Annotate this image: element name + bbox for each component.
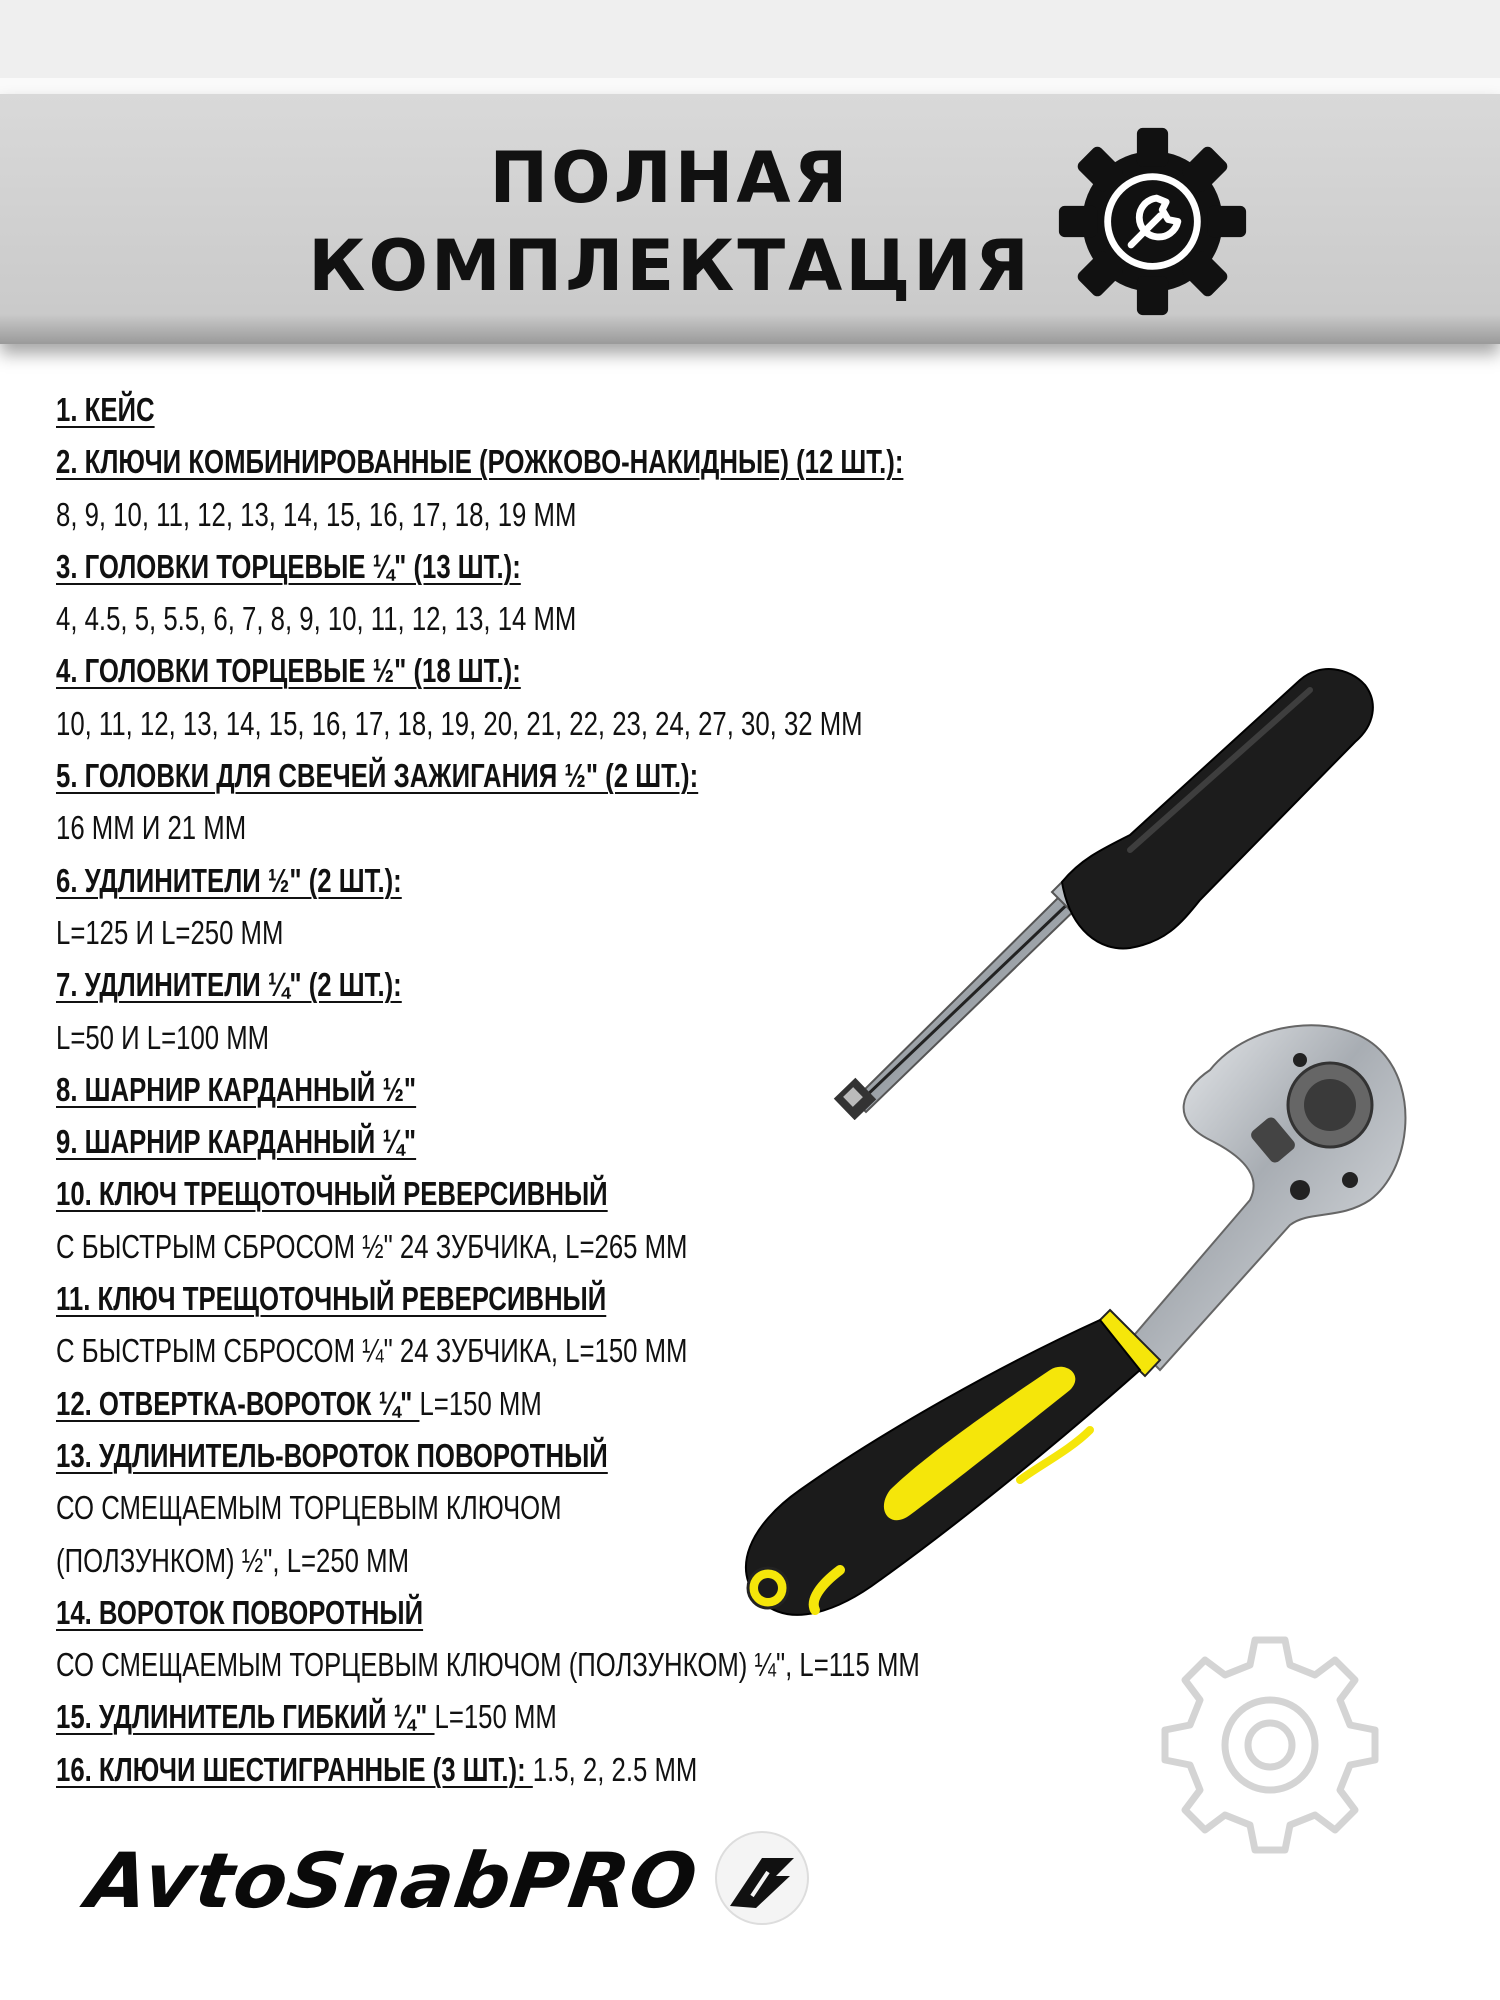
spec-line — [56, 1221, 758, 1273]
spec-line — [56, 907, 758, 959]
page-title-line-1: ПОЛНАЯ — [489, 137, 851, 219]
spec-line — [56, 645, 758, 697]
spec-line — [56, 593, 758, 645]
spec-line — [56, 855, 758, 907]
spec-item-detail: СО СМЕЩАЕМЫМ ТОРЦЕВЫМ КЛЮЧОМ (ПОЛЗУНКОМ) ¼", L=115 ММ — [56, 1646, 920, 1684]
spec-line — [56, 1273, 758, 1325]
spec-item-detail: L=125 И L=250 ММ — [56, 913, 284, 951]
spec-item-detail: С БЫСТРЫМ СБРОСОМ ¼" 24 ЗУБЧИКА, L=150 ММ — [56, 1332, 688, 1370]
spec-line — [56, 698, 863, 750]
spec-line — [56, 1430, 758, 1482]
top-divider — [0, 78, 1500, 94]
spec-line — [56, 802, 758, 854]
spec-item-heading: 13. УДЛИНИТЕЛЬ-ВОРОТОК ПОВОРОТНЫЙ — [56, 1436, 608, 1474]
spec-item-heading: 1. КЕЙС — [56, 391, 155, 428]
spec-line — [56, 1378, 758, 1430]
spec-line — [56, 436, 904, 488]
spec-line — [56, 384, 758, 436]
spec-line — [56, 1587, 758, 1639]
spec-item-heading: 7. УДЛИНИТЕЛИ ¼" (2 ШТ.): — [56, 966, 402, 1004]
spec-item-heading: 5. ГОЛОВКИ ДЛЯ СВЕЧЕЙ ЗАЖИГАНИЯ ½" (2 ШТ.): — [56, 757, 699, 795]
spec-item-detail: 4, 4.5, 5, 5.5, 6, 7, 8, 9, 10, 11, 12, 13, 14 ММ — [56, 600, 577, 638]
top-strip — [0, 0, 1500, 78]
spec-line — [56, 489, 758, 541]
brand-logo: AvtoSnabPRO — [81, 1836, 704, 1925]
spec-item-heading: 15. УДЛИНИТЕЛЬ ГИБКИЙ ¼" — [56, 1698, 435, 1736]
spec-line — [56, 1482, 758, 1534]
spec-item-detail: 10, 11, 12, 13, 14, 15, 16, 17, 18, 19, 20, 21, 22, 23, 24, 27, 30, 32 ММ — [56, 704, 863, 742]
header-band — [0, 94, 1500, 344]
gear-outline-icon — [1150, 1620, 1390, 1860]
spec-line — [56, 541, 758, 593]
gear-wrench-icon — [1055, 124, 1250, 319]
spec-line — [56, 1168, 758, 1220]
spec-item-detail: L=50 И L=100 ММ — [56, 1018, 270, 1056]
spec-item-heading: 3. ГОЛОВКИ ТОРЦЕВЫЕ ¼" (13 ШТ.): — [56, 547, 521, 585]
spec-item-heading: 10. КЛЮЧ ТРЕЩОТОЧНЫЙ РЕВЕРСИВНЫЙ — [56, 1175, 608, 1213]
road-emblem-icon — [712, 1828, 812, 1928]
spec-item-heading: 14. ВОРОТОК ПОВОРОТНЫЙ — [56, 1593, 424, 1631]
spec-item-detail: СО СМЕЩАЕМЫМ ТОРЦЕВЫМ КЛЮЧОМ — [56, 1489, 562, 1527]
spec-item-detail: С БЫСТРЫМ СБРОСОМ ½" 24 ЗУБЧИКА, L=265 ММ — [56, 1227, 688, 1265]
spec-item-detail: L=150 ММ — [434, 1698, 557, 1736]
spec-line — [56, 1691, 758, 1743]
spec-item-heading: 4. ГОЛОВКИ ТОРЦЕВЫЕ ½" (18 ШТ.): — [56, 652, 521, 690]
spec-item-heading: 12. ОТВЕРТКА-ВОРОТОК ¼" — [56, 1384, 420, 1422]
spec-line — [56, 1744, 758, 1796]
spec-line — [56, 1535, 758, 1587]
spec-line — [56, 959, 758, 1011]
spec-item-detail: 1.5, 2, 2.5 ММ — [532, 1750, 698, 1788]
spec-line — [56, 1639, 920, 1691]
spec-item-heading: 2. КЛЮЧИ КОМБИНИРОВАННЫЕ (РОЖКОВО-НАКИДНЫЕ) (12 ШТ.): — [56, 443, 904, 481]
spec-item-heading: 8. ШАРНИР КАРДАННЫЙ ½" — [56, 1070, 417, 1108]
spec-line — [56, 1012, 758, 1064]
spec-line — [56, 1325, 758, 1377]
spec-item-detail: 8, 9, 10, 11, 12, 13, 14, 15, 16, 17, 18, 19 ММ — [56, 495, 577, 533]
spec-item-detail: 16 ММ И 21 ММ — [56, 809, 247, 847]
spec-line — [56, 1116, 758, 1168]
page-title — [240, 134, 1100, 310]
spec-item-heading: 11. КЛЮЧ ТРЕЩОТОЧНЫЙ РЕВЕРСИВНЫЙ — [56, 1280, 607, 1318]
spec-line — [56, 1064, 758, 1116]
spec-item-heading: 6. УДЛИНИТЕЛИ ½" (2 ШТ.): — [56, 861, 402, 899]
spec-line — [56, 750, 758, 802]
spec-item-heading: 9. ШАРНИР КАРДАННЫЙ ¼" — [56, 1123, 417, 1161]
spec-item-detail: (ПОЛЗУНКОМ) ½", L=250 ММ — [56, 1541, 410, 1579]
spec-item-heading: 16. КЛЮЧИ ШЕСТИГРАННЫЕ (3 ШТ.): — [56, 1750, 533, 1788]
ratchet-wrench-illustration — [690, 1010, 1450, 1630]
spec-item-detail: L=150 ММ — [419, 1384, 542, 1422]
page-title-line-2: КОМПЛЕКТАЦИЯ — [308, 225, 1032, 307]
